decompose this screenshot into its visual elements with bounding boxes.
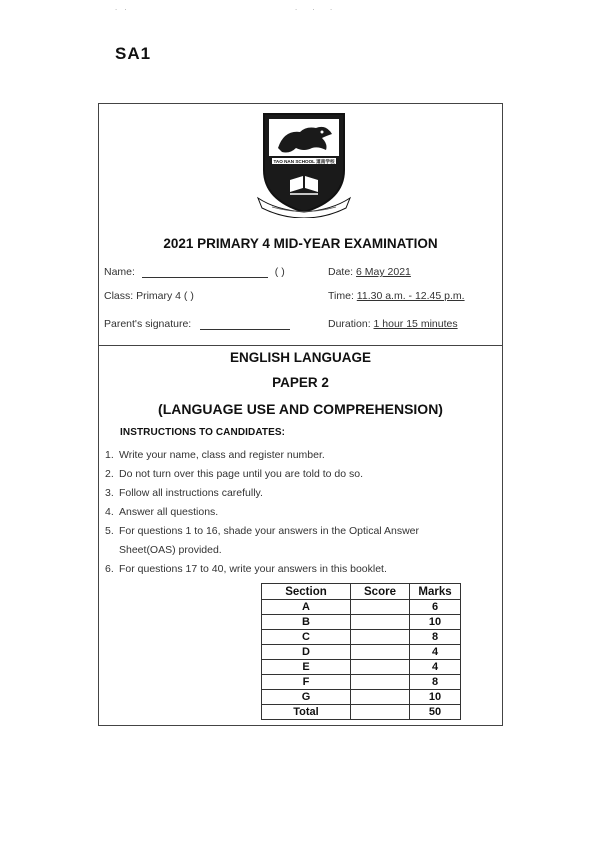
marks-cell: 4 [410, 660, 461, 675]
scan-speck: ˙ ˙ ˙ [295, 8, 339, 18]
name-label: Name: [104, 266, 135, 278]
time-field [328, 290, 465, 302]
date-value: 6 May 2021 [356, 266, 411, 278]
score-cell[interactable] [351, 615, 410, 630]
paper-subtitle: (LANGUAGE USE AND COMPREHENSION) [158, 401, 443, 417]
scan-speck: ˙ ˙ [115, 8, 130, 18]
column-header: Section [262, 584, 351, 600]
instruction-item: 4. Answer all questions. [105, 506, 219, 518]
svg-text:TAO NAN SCHOOL 道南学校: TAO NAN SCHOOL 道南学校 [273, 159, 335, 164]
table-row [262, 675, 461, 690]
section-cell: D [262, 645, 351, 660]
instruction-item: 6. For questions 17 to 40, write your answers in this booklet. [105, 563, 387, 575]
parent-signature-field[interactable] [104, 318, 290, 330]
table-header-row [262, 584, 461, 600]
marks-cell: 10 [410, 690, 461, 705]
table-row [262, 615, 461, 630]
table-total-row [262, 705, 461, 720]
table-row [262, 645, 461, 660]
table-row [262, 630, 461, 645]
section-cell: G [262, 690, 351, 705]
column-header: Marks [410, 584, 461, 600]
score-cell[interactable] [351, 645, 410, 660]
score-cell[interactable] [351, 705, 410, 720]
score-cell[interactable] [351, 600, 410, 615]
section-cell: A [262, 600, 351, 615]
score-cell[interactable] [351, 675, 410, 690]
date-field [328, 266, 411, 278]
instruction-item: 2. Do not turn over this page until you are told to do so. [105, 468, 363, 480]
marks-cell: 8 [410, 630, 461, 645]
page-tag: SA1 [115, 44, 152, 63]
time-value: 11.30 a.m. - 12.45 p.m. [356, 290, 465, 302]
class-field[interactable] [104, 290, 194, 302]
name-blank[interactable] [142, 267, 268, 278]
paper-number: PAPER 2 [272, 375, 329, 390]
section-cell: F [262, 675, 351, 690]
name-field[interactable] [104, 266, 285, 278]
exam-title: 2021 PRIMARY 4 MID-YEAR EXAMINATION [163, 236, 438, 251]
section-cell: B [262, 615, 351, 630]
instruction-item: 1. Write your name, class and register number. [105, 449, 325, 461]
class-label: Class: Primary 4 ( ) [104, 290, 194, 302]
score-cell[interactable] [351, 630, 410, 645]
score-cell[interactable] [351, 660, 410, 675]
table-row [262, 690, 461, 705]
subject-title: ENGLISH LANGUAGE [229, 350, 371, 365]
parent-signature-blank[interactable] [200, 319, 290, 330]
marks-cell: 10 [410, 615, 461, 630]
section-cell: Total [262, 705, 351, 720]
instruction-item: Sheet(OAS) provided. [119, 544, 222, 556]
parent-signature-label: Parent's signature: [104, 318, 192, 330]
register-number-paren: ( ) [274, 266, 285, 278]
section-divider [98, 345, 503, 346]
marks-table [261, 583, 461, 720]
section-cell: E [262, 660, 351, 675]
school-crest-logo [256, 108, 352, 218]
table-row [262, 660, 461, 675]
instructions-heading: INSTRUCTIONS TO CANDIDATES: [120, 427, 286, 438]
instruction-item: 5. For questions 1 to 16, shade your answers in the Optical Answer [105, 525, 419, 537]
duration-field [328, 318, 458, 330]
date-label: Date: [328, 266, 354, 278]
marks-cell: 50 [410, 705, 461, 720]
marks-cell: 8 [410, 675, 461, 690]
column-header: Score [351, 584, 410, 600]
time-label: Time: [328, 290, 354, 302]
instruction-item: 3. Follow all instructions carefully. [105, 487, 263, 499]
duration-value: 1 hour 15 minutes [373, 318, 458, 330]
score-cell[interactable] [351, 690, 410, 705]
table-row [262, 600, 461, 615]
section-cell: C [262, 630, 351, 645]
marks-cell: 6 [410, 600, 461, 615]
marks-cell: 4 [410, 645, 461, 660]
duration-label: Duration: [328, 318, 371, 330]
